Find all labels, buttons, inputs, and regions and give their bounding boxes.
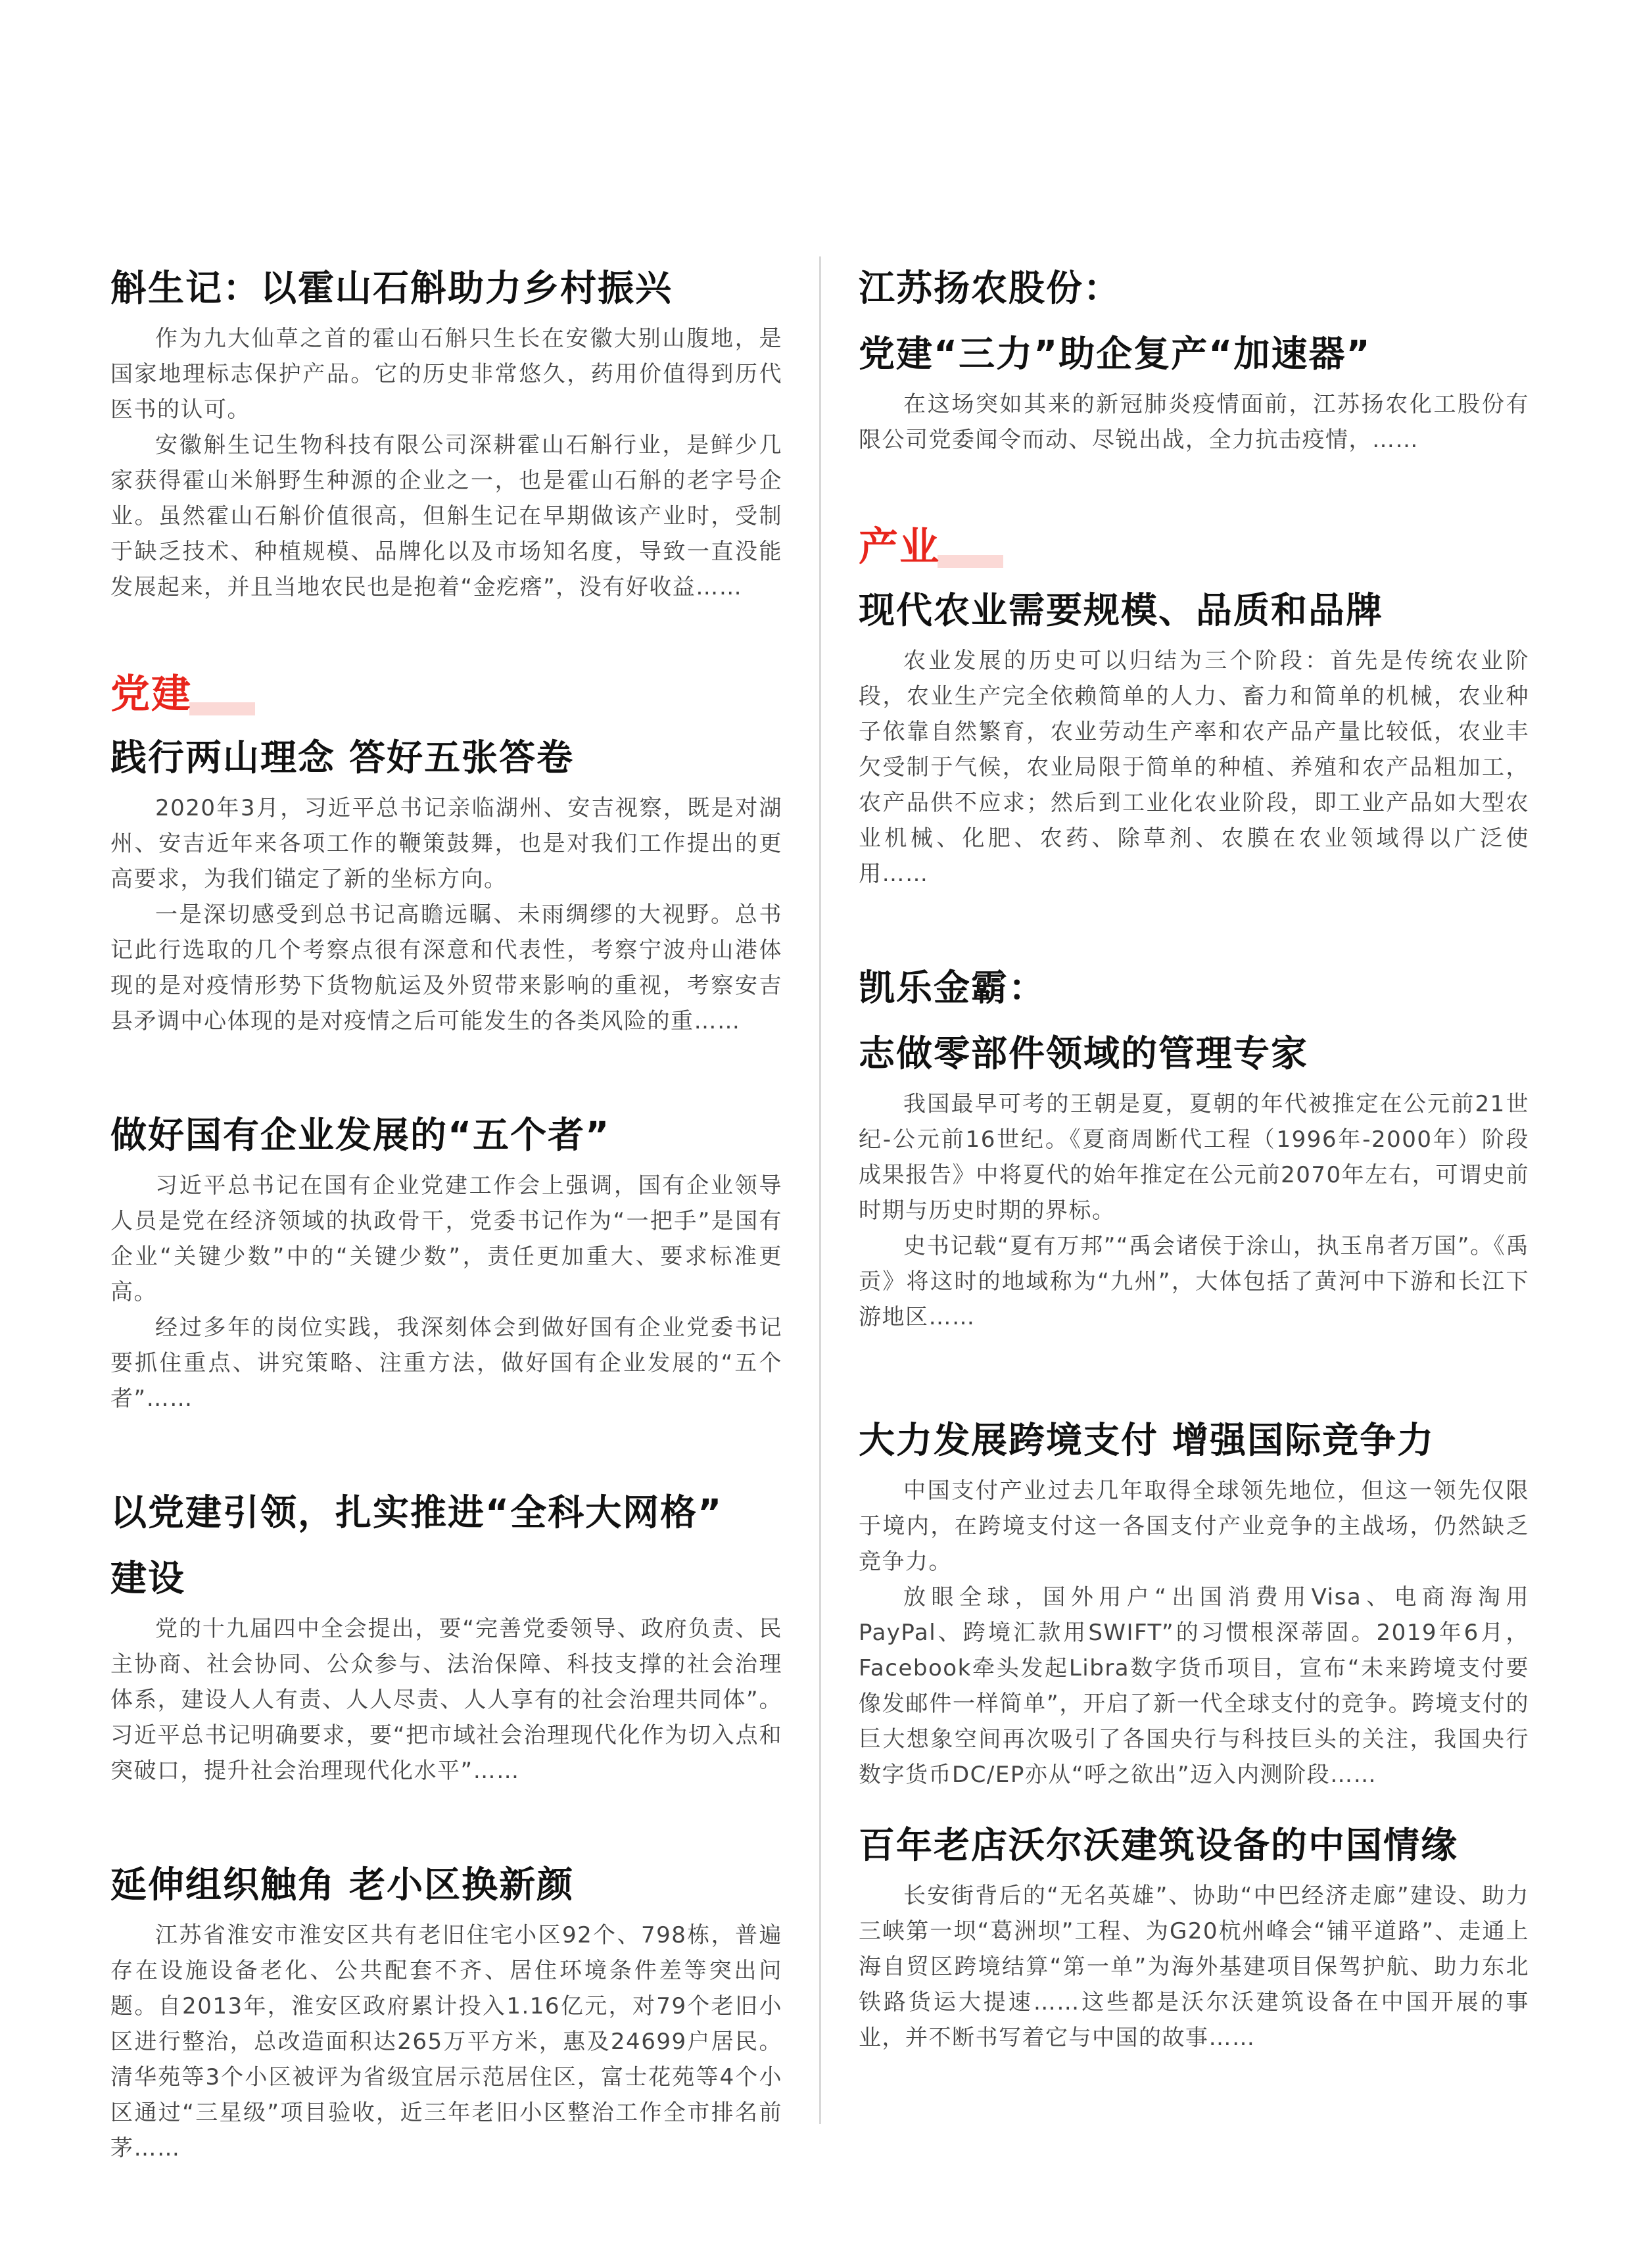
article-paragraph: 作为九大仙草之首的霍山石斛只生长在安徽大别山腹地，是国家地理标志保护产品。它的历史非常悠久，药用价值得到历代医书的认可。: [110, 326, 782, 423]
article-title-line: 做好国有企业发展的“五个者”: [110, 1114, 611, 1156]
column-divider: [819, 256, 821, 2124]
article-paragraph: 农业发展的历史可以归结为三个阶段：首先是传统农业阶段，农业生产完全依赖简单的人力、畜力和简单的机械，农业种子依靠自然繁育，农业劳动生产率和农产品产量比较低，农业丰欠受制于气候，农业局限于简单的种植、养殖和农产品粗加工，农产品供不应求；然后到工业化农业阶段，即工业产品如大型农业机械、化肥、农药、除草剂、农膜在农业领域得以广泛使用……: [859, 648, 1529, 887]
article-title: [859, 255, 1529, 387]
spacer: [110, 1416, 782, 1480]
article-paragraph: 史书记载“夏有万邦”“禹会诸侯于涂山，执玉帛者万国”。《禹贡》将这时的地域称为“九州”，大体包括了黄河中下游和长江下游地区……: [859, 1233, 1529, 1330]
article-yangnong: [859, 255, 1529, 458]
article-kaile-jinba: [859, 955, 1529, 1335]
article-title-line: 百年老店沃尔沃建筑设备的中国情缘: [859, 1824, 1459, 1866]
article-title: [859, 1812, 1529, 1878]
section-label: [110, 668, 192, 725]
article-title-line: 志做零部件领域的管理专家: [859, 1032, 1309, 1074]
section-header-industry: [859, 521, 1529, 577]
article-paragraph: 安徽斛生记生物科技有限公司深耕霍山石斛行业，是鲜少几家获得霍山米斛野生种源的企业之一，也是霍山石斛的老字号企业。虽然霍山石斛价值很高，但斛生记在早期做该产业时，受制于缺乏技术、种植规模、品牌化以及市场知名度，导致一直没能发展起来，并且当地农民也是抱着“金疙瘩”，没有好收益……: [110, 432, 782, 600]
article-title: [110, 1102, 782, 1168]
article-title-line: 以党建引领，扎实推进“全科大网格”: [110, 1491, 723, 1533]
article-title-line: 现代农业需要规模、品质和品牌: [859, 589, 1384, 631]
article-two-mountains: [110, 725, 782, 1039]
article-paragraph: 经过多年的岗位实践，我深刻体会到做好国有企业党委书记要抓住重点、讲究策略、注重方法，做好国有企业发展的“五个者”……: [110, 1315, 782, 1412]
section-label-text: 党建: [110, 671, 192, 717]
article-paragraph: 2020年3月，习近平总书记亲临湖州、安吉视察，既是对湖州、安吉近年来各项工作的鞭策鼓舞，也是对我们工作提出的更高要求，为我们锚定了新的坐标方向。: [110, 795, 782, 892]
article-paragraph: 在这场突如其来的新冠肺炎疫情面前，江苏扬农化工股份有限公司党委闻令而动、尽锐出战，全力抗击疫情，……: [859, 391, 1529, 453]
spacer: [859, 1335, 1529, 1407]
spacer: [110, 1039, 782, 1102]
article-old-community: [110, 1852, 782, 2166]
section-label-bar: [189, 702, 255, 715]
section-label: [859, 521, 940, 577]
section-label-text: 产业: [859, 524, 940, 570]
article-title-line: 建设: [110, 1557, 186, 1599]
section-header-party: [110, 668, 782, 725]
spacer: [110, 1789, 782, 1852]
article-title-line: 践行两山理念 答好五张答卷: [110, 736, 575, 779]
article-title-line: 党建“三力”助企复产“加速器”: [859, 333, 1371, 375]
article-five-zhe: [110, 1102, 782, 1416]
article-title: [110, 725, 782, 790]
article-modern-agriculture: [859, 577, 1529, 892]
article-paragraph: 一是深切感受到总书记高瞻远瞩、未雨绸缪的大视野。总书记此行选取的几个考察点很有深意和代表性，考察宁波舟山港体现的是对疫情形势下货物航运及外贸带来影响的重视，考察安吉县矛调中心体现的是对疫情之后可能发生的各类风险的重……: [110, 902, 782, 1034]
article-title-line: 凯乐金霸：: [859, 967, 1047, 1009]
section-label-bar: [938, 555, 1003, 568]
article-volvo: [859, 1812, 1529, 2056]
spacer: [859, 1793, 1529, 1812]
article-title: [859, 955, 1529, 1086]
article-paragraph: 党的十九届四中全会提出，要“完善党委领导、政府负责、民主协商、社会协同、公众参与、法治保障、科技支撑的社会治理体系，建设人人有责、人人尽责、人人享有的社会治理共同体”。习近平总书记明确要求，要“把市域社会治理现代化作为切入点和突破口，提升社会治理现代化水平”……: [110, 1616, 782, 1784]
spacer: [859, 892, 1529, 955]
article-paragraph: 中国支付产业过去几年取得全球领先地位，但这一领先仅限于境内，在跨境支付这一各国支付产业竞争的主战场，仍然缺乏竞争力。: [859, 1478, 1529, 1575]
article-title-line: 大力发展跨境支付 增强国际竞争力: [859, 1419, 1435, 1461]
article-husheng: [110, 255, 782, 605]
article-paragraph: 我国最早可考的王朝是夏，夏朝的年代被推定在公元前21世纪-公元前16世纪。《夏商周断代工程（1996年-2000年）阶段成果报告》中将夏代的始年推定在公元前2070年左右，可谓史前时期与历史时期的界标。: [859, 1091, 1529, 1224]
left-column: [110, 255, 782, 2166]
article-paragraph: 江苏省淮安市淮安区共有老旧住宅小区92个、798栋，普遍存在设施设备老化、公共配套不齐、居住环境条件差等突出问题。自2013年，淮安区政府累计投入1.16亿元，对79个老旧小区进行整治，总改造面积达265万平方米，惠及24699户居民。清华苑等3个小区被评为省级宜居示范居住区，富士花苑等4个小区通过“三星级”项目验收，近三年老旧小区整治工作全市排名前茅……: [110, 1922, 782, 2161]
right-column: [859, 255, 1529, 2056]
article-paragraph: 习近平总书记在国有企业党建工作会上强调，国有企业领导人员是党在经济领域的执政骨干，党委书记作为“一把手”是国有企业“关键少数”中的“关键少数”，责任更加重大、要求标准更高。: [110, 1172, 782, 1305]
article-title-line: 斛生记：以霍山石斛助力乡村振兴: [110, 267, 673, 309]
article-title: [110, 1852, 782, 1918]
article-paragraph: 放眼全球，国外用户“出国消费用Visa、电商海淘用PayPal、跨境汇款用SWIFT”的习惯根深蒂固。2019年6月，Facebook牵头发起Libra数字货币项目，宣布“未来跨境支付要像发邮件一样简单”，开启了新一代全球支付的竞争。跨境支付的巨大想象空间再次吸引了各国央行与科技巨头的关注，我国央行数字货币DC/EP亦从“呼之欲出”迈入内测阶段……: [859, 1584, 1529, 1788]
article-title: [859, 1407, 1529, 1473]
article-title: [110, 1480, 782, 1611]
article-title: [859, 577, 1529, 643]
article-cross-border-payment: [859, 1407, 1529, 1793]
article-paragraph: 长安街背后的“无名英雄”、协助“中巴经济走廊”建设、助力三峡第一坝“葛洲坝”工程、为G20杭州峰会“铺平道路”、走通上海自贸区跨境结算“第一单”为海外基建项目保驾护航、助力东北铁路货运大提速……这些都是沃尔沃建筑设备在中国开展的事业，并不断书写着它与中国的故事……: [859, 1883, 1529, 2051]
article-title-line: 江苏扬农股份：: [859, 267, 1122, 309]
article-grid-governance: [110, 1480, 782, 1789]
article-title: [110, 255, 782, 321]
article-title-line: 延伸组织触角 老小区换新颜: [110, 1864, 575, 1906]
